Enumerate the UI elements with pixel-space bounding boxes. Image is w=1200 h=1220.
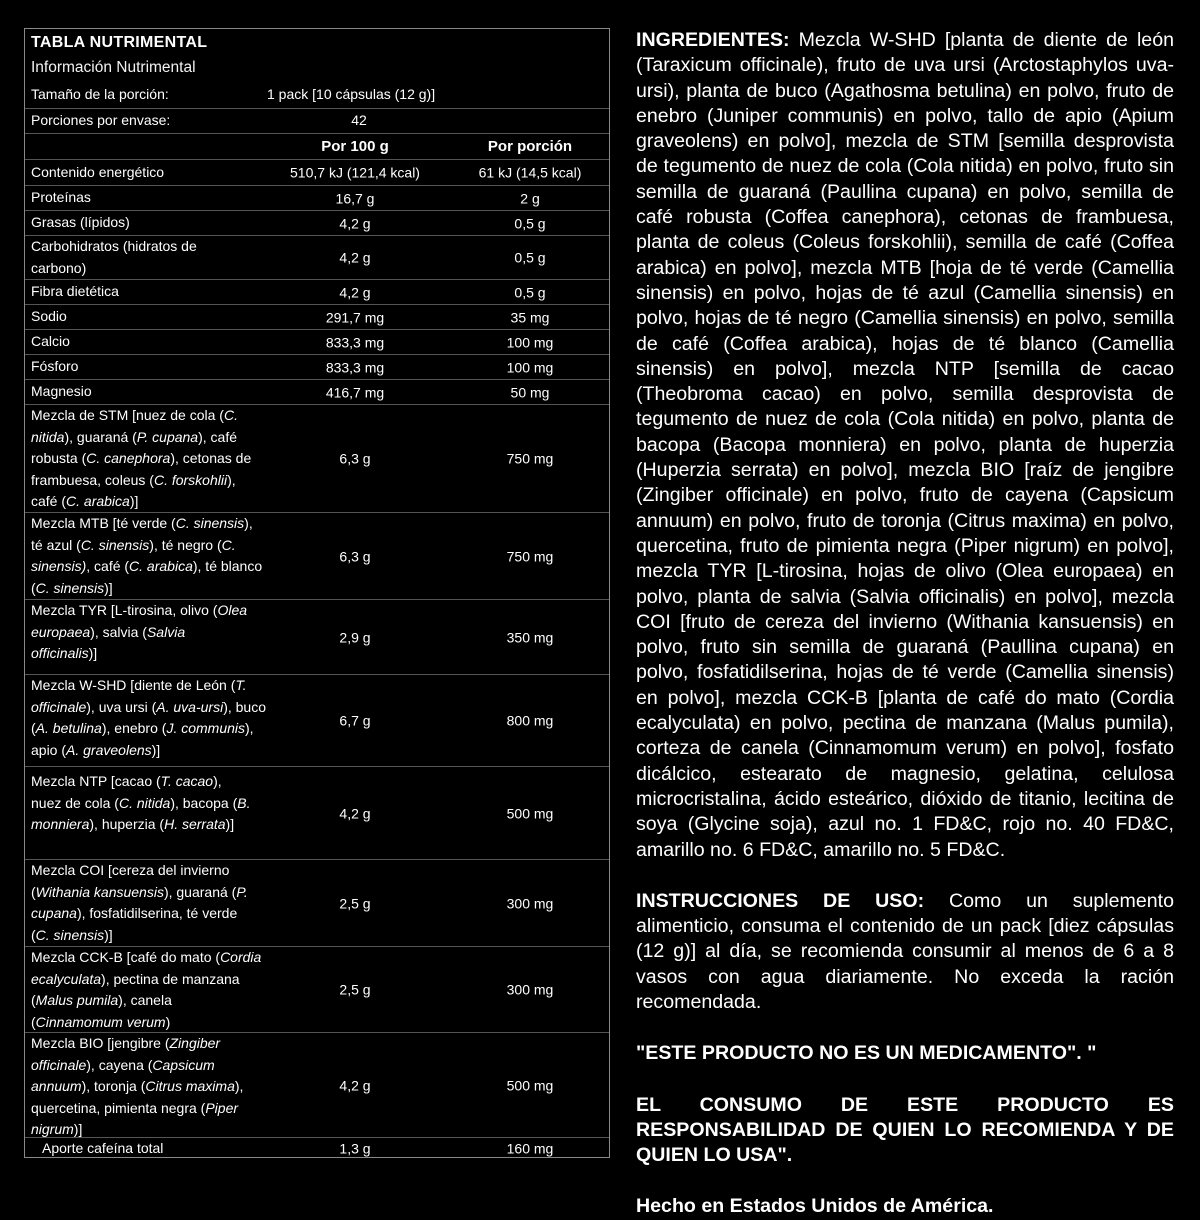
nutrient-portion: 61 kJ (14,5 kcal) xyxy=(478,164,582,181)
blend-name: Mezcla MTB [té verde (C. sinensis), té azul (C. sinensis), té negro (C. sinensis), café (C. arabica), té blanco (C. sinensis)] xyxy=(31,515,263,596)
caffeine-row xyxy=(25,1137,609,1160)
serving-size-label: Tamaño de la porción: xyxy=(31,86,169,102)
nutrient-name: Calcio xyxy=(31,333,70,349)
instructions-label: INSTRUCCIONES DE USO: xyxy=(636,889,925,912)
blend-per100: 6,3 g xyxy=(339,547,371,564)
caffeine-label: Aporte cafeína total xyxy=(42,1140,164,1156)
blend-name: Mezcla TYR [L-tirosina, olivo (Olea europaea), salvia (Salvia officinalis)] xyxy=(31,602,248,661)
nutrient-name xyxy=(31,236,271,279)
caffeine-per100: 1,3 g xyxy=(339,1140,371,1157)
blend-name: Mezcla de STM [nuez de cola (C. nitida), guaraná (P. cupana), café robusta (C. canephora), cetonas de frambuesa, coleus (C. forskohlii), café (C. arabica)] xyxy=(31,407,252,509)
blend-row xyxy=(25,404,609,513)
instructions-paragraph xyxy=(636,889,1174,1015)
nutrient-name: Contenido energético xyxy=(31,164,165,180)
servings-label: Porciones por envase: xyxy=(31,112,171,128)
nutrient-portion: 0,5 g xyxy=(514,249,546,266)
nutrition-table xyxy=(24,28,610,1158)
column-header-portion: Por porción xyxy=(487,138,573,155)
blend-row xyxy=(25,859,609,947)
nutrient-name-line: Carbohidratos (hidratos de xyxy=(31,238,197,254)
ingredients-text: Mezcla W-SHD [planta de diente de león (Taraxicum officinale), fruto de uva ursi (Arctostaphylos uva-ursi), planta de buco (Agathosma betulina) en polvo, fruto de enebro (Juniper communis) en polvo, tallo de apio (Apium graveolens) en polvo], mezcla de STM [semilla desprovista de tegumento de nuez de cola (Cola nitida) en polvo, fruto sin semilla de guaraná (Paullina cupana) en polvo, semilla de café robusta (Coffea canephora), cetonas de frambuesa, planta de coleus (Coleus forskohlii), semilla de café (Coffea arabica) en polvo], mezcla MTB [hoja de té verde (Camellia sinensis) en polvo, hojas de té azul (Camellia sinensis) en polvo, hojas de té negro (Camellia sinensis) en polvo, semilla de café (Coffea arabica), hojas de té blanco (Camellia sinensis) en polvo], mezcla NTP [semilla de cacao (Theobroma cacao) en polvo, semilla desprovista de tegumento de nuez de cola (Cola nitida) en polvo, planta de bacopa (Bacopa monniera) en polvo, planta de huperzia (Huperzia serrata) en polvo], mezcla BIO [raíz de jengibre (Zingiber officinale) en polvo, fruto de cayena (Capsicum annuum) en polvo, fruto de toronja (Citrus maxima) en polvo, quercetina, fruto de pimienta negra (Piper nigrum) en polvo], mezcla TYR [L-tirosina, hojas de olivo (Olea europaea) en polvo, planta de salvia (Salvia officinalis) en polvo], mezcla COI [fruto de cereza del invierno (Withania kansuensis) en polvo, fruto sin semilla de guaraná (Paullina cupana) en polvo, fosfatidilserina, hojas de té verde (Camellia sinensis) en polvo], mezcla CCK-B [planta de café do mato (Cordia ecalyculata) en polvo, pectina de manzana (Malus pumila), corteza de canela (Cinnamomum verum) en polvo], fosfato dicálcico, estearato de magnesio, gelatina, celulosa microcristalina, ácido esteárico, dióxido de titanio, lecitina de soya (Glycine soja), azul no. 1 FD&C, rojo no. 40 FD&C, amarillo no. 6 FD&C, amarillo no. 5 FD&C. xyxy=(636,29,1174,861)
nutrient-name: Sodio xyxy=(31,308,67,324)
blend-portion: 300 mg xyxy=(506,981,554,998)
nutrient-row xyxy=(25,354,609,380)
nutrient-portion: 100 mg xyxy=(506,358,554,375)
nutrient-per100: 4,2 g xyxy=(339,214,371,231)
nutrient-portion: 0,5 g xyxy=(514,283,546,300)
nutrient-per100: 510,7 kJ (121,4 kcal) xyxy=(290,164,420,181)
serving-size-row xyxy=(25,82,609,108)
not-medicine-warning: "ESTE PRODUCTO NO ES UN MEDICAMENTO". " xyxy=(636,1042,1097,1065)
nutrient-portion: 100 mg xyxy=(506,333,554,350)
nutrient-name: Grasas (lípidos) xyxy=(31,214,130,230)
product-info xyxy=(636,28,1174,1220)
nutrient-row xyxy=(25,210,609,236)
nutrition-subtitle: Información Nutrimental xyxy=(31,59,196,76)
caffeine-portion: 160 mg xyxy=(506,1140,554,1157)
servings-value: 42 xyxy=(351,112,367,128)
nutrient-name: Magnesio xyxy=(31,383,92,399)
nutrient-row xyxy=(25,304,609,330)
blend-row xyxy=(25,946,609,1033)
nutrient-name: Fósforo xyxy=(31,358,79,374)
blend-per100: 6,3 g xyxy=(339,450,371,467)
blend-per100: 4,2 g xyxy=(339,804,371,821)
nutrient-row xyxy=(25,185,609,211)
column-header-row xyxy=(25,133,609,160)
nutrient-per100: 833,3 mg xyxy=(325,358,385,375)
blend-per100: 4,2 g xyxy=(339,1076,371,1093)
nutrient-per100: 4,2 g xyxy=(339,283,371,300)
nutrient-row xyxy=(25,279,609,305)
blend-per100: 2,5 g xyxy=(339,981,371,998)
blend-row xyxy=(25,1032,609,1138)
nutrient-per100: 833,3 mg xyxy=(325,333,385,350)
blend-row xyxy=(25,599,609,675)
blend-portion: 750 mg xyxy=(506,547,554,564)
nutrient-portion: 2 g xyxy=(520,189,540,206)
blend-portion: 800 mg xyxy=(506,712,554,729)
nutrient-per100: 291,7 mg xyxy=(325,308,385,325)
blend-portion: 500 mg xyxy=(506,804,554,821)
ingredients-label: INGREDIENTES: xyxy=(636,29,790,51)
blend-per100: 6,7 g xyxy=(339,712,371,729)
nutrient-portion: 35 mg xyxy=(510,308,550,325)
blend-row xyxy=(25,512,609,600)
serving-size-value: 1 pack [10 cápsulas (12 g)] xyxy=(267,86,436,102)
ingredients-paragraph xyxy=(636,28,1174,863)
blend-per100: 2,9 g xyxy=(339,628,371,645)
nutrient-name-line: carbono) xyxy=(31,259,87,276)
nutrient-row xyxy=(25,379,609,405)
nutrient-per100: 16,7 g xyxy=(335,189,375,206)
blend-name: Mezcla NTP [cacao (T. cacao), nuez de cola (C. nitida), bacopa (B. monniera), huperzia (H. serrata)] xyxy=(31,773,251,832)
nutrient-name: Fibra dietética xyxy=(31,283,119,299)
nutrient-row xyxy=(25,235,609,280)
nutrient-row xyxy=(25,329,609,355)
blend-portion: 300 mg xyxy=(506,894,554,911)
blend-name: Mezcla BIO [jengibre (Zingiber officinale), cayena (Capsicum annuum), toronja (Citrus maxima), quercetina, pimienta negra (Piper nigrum)] xyxy=(31,1035,244,1137)
responsibility-warning: EL CONSUMO DE ESTE PRODUCTO ES RESPONSABILIDAD DE QUIEN LO RECOMIENDA Y DE QUIEN LO USA". xyxy=(636,1093,1174,1167)
nutrient-per100: 4,2 g xyxy=(339,249,371,266)
nutrient-per100: 416,7 mg xyxy=(325,383,385,400)
nutrient-portion: 50 mg xyxy=(510,383,550,400)
nutrient-name: Proteínas xyxy=(31,189,91,205)
origin-statement: Hecho en Estados Unidos de América. xyxy=(636,1195,994,1218)
blend-name: Mezcla COI [cereza del invierno (Withania kansuensis), guaraná (P. cupana), fosfatidilserina, té verde (C. sinensis)] xyxy=(31,862,248,943)
nutrient-row xyxy=(25,159,609,186)
blend-row xyxy=(25,674,609,767)
nutrition-title: TABLA NUTRIMENTAL xyxy=(31,34,208,51)
blend-name: Mezcla CCK-B [café do mato (Cordia ecalyculata), pectina de manzana (Malus pumila), canela (Cinnamomum verum) xyxy=(31,949,262,1030)
instructions-text: Como un suplemento alimenticio, consuma el contenido de un pack [diez cápsulas (12 g)] al día, se recomienda consumir al menos de 6 a 8 vasos con agua diariamente. No exceda la ración recomendada. xyxy=(636,889,1174,1013)
blend-portion: 350 mg xyxy=(506,628,554,645)
servings-row xyxy=(25,108,609,134)
blend-name: Mezcla W-SHD [diente de León (T. officinale), uva ursi (A. uva-ursi), buco (A. betulina), enebro (J. communis), apio (A. graveolens)] xyxy=(31,677,267,758)
blend-per100: 2,5 g xyxy=(339,894,371,911)
nutrient-portion: 0,5 g xyxy=(514,214,546,231)
blend-portion: 750 mg xyxy=(506,450,554,467)
blend-row xyxy=(25,766,609,860)
column-header-100g: Por 100 g xyxy=(321,138,389,155)
blend-portion: 500 mg xyxy=(506,1076,554,1093)
